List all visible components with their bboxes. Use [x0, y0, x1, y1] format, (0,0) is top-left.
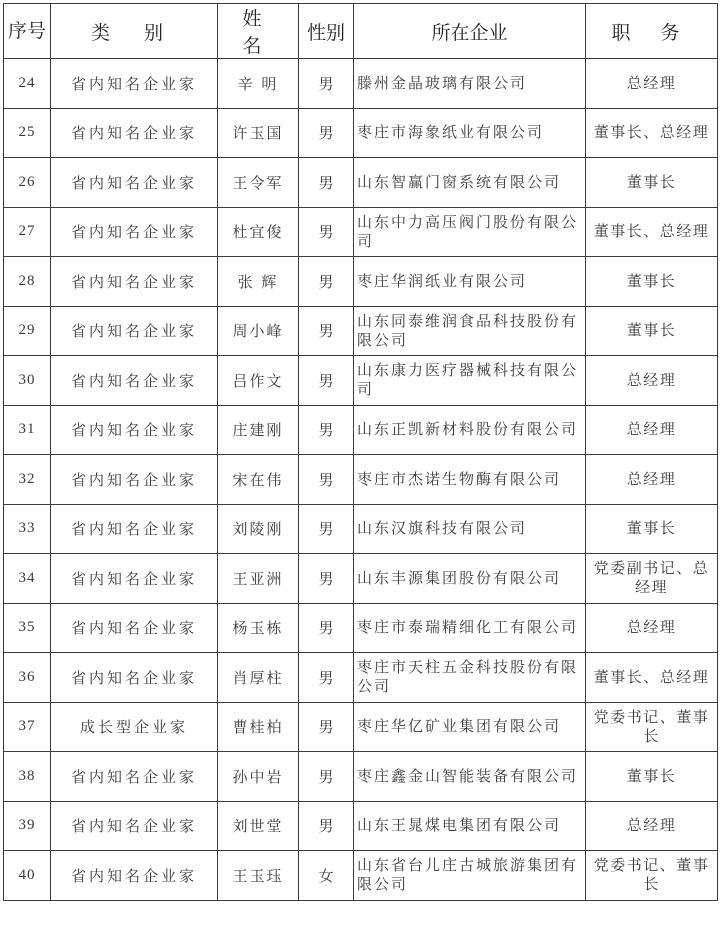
category-cell: 省内知名企业家: [51, 59, 218, 109]
table-row: [4, 207, 718, 257]
company-cell: 枣庄市天柱五金科技股份有限公司: [354, 653, 586, 703]
company-cell: 山东汉旗科技有限公司: [354, 504, 586, 554]
name-cell: 刘世堂: [218, 801, 299, 851]
category-cell: 省内知名企业家: [51, 455, 218, 505]
position-cell: 党委书记、董事长: [586, 702, 718, 752]
table-header: [4, 4, 718, 59]
position-cell: 总经理: [586, 356, 718, 406]
serial-number-cell: 27: [4, 207, 51, 257]
table-row: [4, 801, 718, 851]
gender-cell: 男: [299, 158, 354, 208]
table-row: [4, 752, 718, 802]
serial-number-cell: 24: [4, 59, 51, 109]
serial-number-cell: 39: [4, 801, 51, 851]
serial-number-cell: 36: [4, 653, 51, 703]
header-position: 职 务: [586, 4, 718, 59]
name-cell: 刘陵刚: [218, 504, 299, 554]
gender-cell: 男: [299, 653, 354, 703]
gender-cell: 男: [299, 455, 354, 505]
company-cell: 山东正凯新材料股份有限公司: [354, 405, 586, 455]
header-name: 姓 名: [218, 4, 299, 59]
serial-number-cell: 35: [4, 603, 51, 653]
company-cell: 滕州金晶玻璃有限公司: [354, 59, 586, 109]
serial-number-cell: 33: [4, 504, 51, 554]
name-cell: 周小峰: [218, 306, 299, 356]
name-cell: 宋在伟: [218, 455, 299, 505]
gender-cell: 男: [299, 752, 354, 802]
company-cell: 枣庄华润纸业有限公司: [354, 257, 586, 307]
table-row: [4, 455, 718, 505]
name-cell: 孙中岩: [218, 752, 299, 802]
serial-number-cell: 38: [4, 752, 51, 802]
position-cell: 总经理: [586, 59, 718, 109]
category-cell: 省内知名企业家: [51, 801, 218, 851]
name-cell: 曹桂柏: [218, 702, 299, 752]
company-cell: 山东智赢门窗系统有限公司: [354, 158, 586, 208]
position-cell: 总经理: [586, 455, 718, 505]
gender-cell: 男: [299, 554, 354, 604]
position-cell: 董事长、总经理: [586, 207, 718, 257]
category-cell: 省内知名企业家: [51, 158, 218, 208]
serial-number-cell: 32: [4, 455, 51, 505]
name-cell: 庄建刚: [218, 405, 299, 455]
company-cell: 山东中力高压阀门股份有限公司: [354, 207, 586, 257]
company-cell: 山东王晁煤电集团有限公司: [354, 801, 586, 851]
table-row: [4, 851, 718, 901]
gender-cell: 男: [299, 207, 354, 257]
position-cell: 党委副书记、总经理: [586, 554, 718, 604]
gender-cell: 男: [299, 356, 354, 406]
table-row: [4, 702, 718, 752]
category-cell: 省内知名企业家: [51, 405, 218, 455]
company-cell: 枣庄华亿矿业集团有限公司: [354, 702, 586, 752]
gender-cell: 男: [299, 257, 354, 307]
header-category: 类 别: [51, 4, 218, 59]
serial-number-cell: 26: [4, 158, 51, 208]
gender-cell: 男: [299, 306, 354, 356]
position-cell: 董事长: [586, 752, 718, 802]
serial-number-cell: 29: [4, 306, 51, 356]
table-row: [4, 554, 718, 604]
category-cell: 省内知名企业家: [51, 653, 218, 703]
position-cell: 董事长: [586, 257, 718, 307]
category-cell: 省内知名企业家: [51, 207, 218, 257]
company-cell: 山东康力医疗器械科技有限公司: [354, 356, 586, 406]
table-row: [4, 356, 718, 406]
category-cell: 省内知名企业家: [51, 851, 218, 901]
position-cell: 董事长: [586, 306, 718, 356]
position-cell: 董事长、总经理: [586, 108, 718, 158]
table-row: [4, 603, 718, 653]
header-company: 所在企业: [354, 4, 586, 59]
gender-cell: 男: [299, 603, 354, 653]
header-row: [4, 4, 718, 59]
name-cell: 王亚洲: [218, 554, 299, 604]
position-cell: 董事长: [586, 158, 718, 208]
serial-number-cell: 37: [4, 702, 51, 752]
gender-cell: 男: [299, 504, 354, 554]
name-cell: 肖厚柱: [218, 653, 299, 703]
gender-cell: 男: [299, 59, 354, 109]
category-cell: 省内知名企业家: [51, 356, 218, 406]
gender-cell: 男: [299, 108, 354, 158]
table-row: [4, 306, 718, 356]
table-row: [4, 59, 718, 109]
enterprise-roster-table: [3, 3, 718, 901]
company-cell: 枣庄市海象纸业有限公司: [354, 108, 586, 158]
serial-number-cell: 30: [4, 356, 51, 406]
table-row: [4, 158, 718, 208]
company-cell: 枣庄市杰诺生物酶有限公司: [354, 455, 586, 505]
category-cell: 省内知名企业家: [51, 504, 218, 554]
serial-number-cell: 31: [4, 405, 51, 455]
name-cell: 王令军: [218, 158, 299, 208]
name-cell: 许玉国: [218, 108, 299, 158]
position-cell: 总经理: [586, 405, 718, 455]
category-cell: 省内知名企业家: [51, 554, 218, 604]
position-cell: 董事长、总经理: [586, 653, 718, 703]
category-cell: 省内知名企业家: [51, 752, 218, 802]
table-row: [4, 405, 718, 455]
serial-number-cell: 28: [4, 257, 51, 307]
position-cell: 总经理: [586, 801, 718, 851]
table-row: [4, 108, 718, 158]
category-cell: 成长型企业家: [51, 702, 218, 752]
table-row: [4, 653, 718, 703]
header-gender: 性别: [299, 4, 354, 59]
company-cell: 山东省台儿庄古城旅游集团有限公司: [354, 851, 586, 901]
serial-number-cell: 34: [4, 554, 51, 604]
category-cell: 省内知名企业家: [51, 257, 218, 307]
company-cell: 山东丰源集团股份有限公司: [354, 554, 586, 604]
gender-cell: 男: [299, 405, 354, 455]
position-cell: 董事长: [586, 504, 718, 554]
name-cell: 张 辉: [218, 257, 299, 307]
company-cell: 枣庄鑫金山智能装备有限公司: [354, 752, 586, 802]
name-cell: 杨玉栋: [218, 603, 299, 653]
position-cell: 党委书记、董事长: [586, 851, 718, 901]
name-cell: 辛 明: [218, 59, 299, 109]
name-cell: 王玉珏: [218, 851, 299, 901]
gender-cell: 男: [299, 702, 354, 752]
table-body: [4, 59, 718, 901]
name-cell: 杜宜俊: [218, 207, 299, 257]
category-cell: 省内知名企业家: [51, 108, 218, 158]
table-row: [4, 257, 718, 307]
category-cell: 省内知名企业家: [51, 603, 218, 653]
header-serial-number: 序号: [4, 4, 51, 59]
gender-cell: 男: [299, 801, 354, 851]
company-cell: 山东同泰维润食品科技股份有限公司: [354, 306, 586, 356]
category-cell: 省内知名企业家: [51, 306, 218, 356]
name-cell: 吕作文: [218, 356, 299, 406]
serial-number-cell: 25: [4, 108, 51, 158]
position-cell: 总经理: [586, 603, 718, 653]
table-row: [4, 504, 718, 554]
serial-number-cell: 40: [4, 851, 51, 901]
gender-cell: 女: [299, 851, 354, 901]
company-cell: 枣庄市泰瑞精细化工有限公司: [354, 603, 586, 653]
